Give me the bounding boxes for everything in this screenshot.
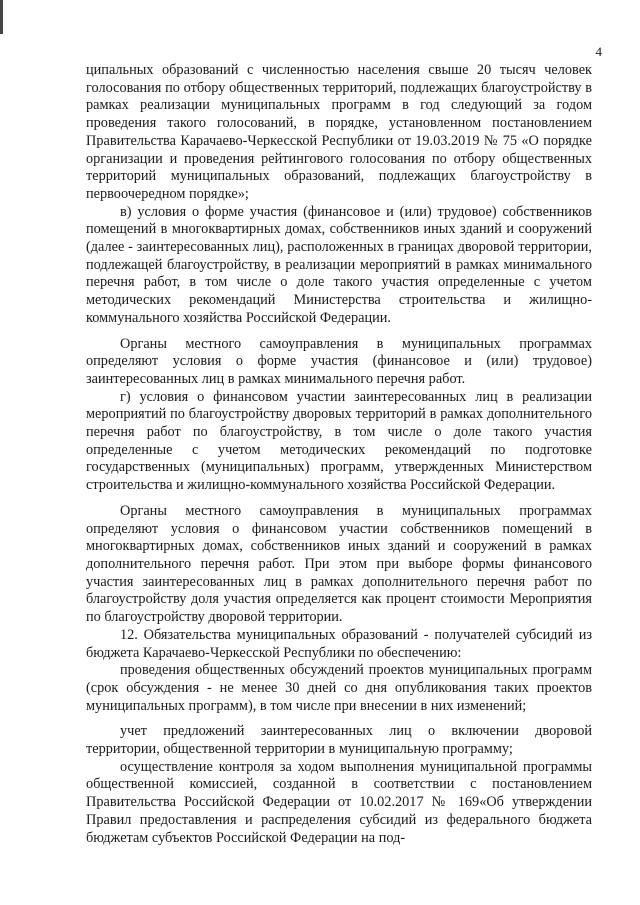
- paragraph-local-authorities-1: Органы местного самоуправления в муниципальных программах определяют условия о форме участия (финансовое и (или) трудовое) заинтересованных лиц в рамках минимального перечня работ.: [86, 335, 592, 387]
- paragraph-condition-g: г) условия о финансовом участии заинтересованных лиц в реализации мероприятий по благоустройству дворовых территорий в рамках дополнительного перечня работ по благоустройству, в том числе о доле такого участия определенные с учетом методических рекомендаций по подготовке государственных (муниципальных) программ, утвержденных Министерством строительства и жилищно-коммунального хозяйства Российской Федерации.: [86, 388, 592, 494]
- paragraph-obligations-12: 12. Обязательства муниципальных образований - получателей субсидий из бюджета Карачаево-Черкесской Республики по обеспечению:: [86, 626, 592, 661]
- document-body: [86, 62, 592, 847]
- paragraph-control: осуществление контроля за ходом выполнения муниципальной программы общественной комиссией, созданной в соответствии с постановлением Правительства Российской Федерации от 10.02.2017 № 169«Об утверждении Правил предоставления и распределения субсидий из федерального бюджета бюджетам субъектов Российской Федерации на под-: [86, 758, 592, 846]
- scan-edge-mark: [0, 0, 3, 34]
- paragraph-proposals: учет предложений заинтересованных лиц о включении дворовой территории, общественной территории в муниципальную программу;: [86, 723, 592, 758]
- paragraph-local-authorities-2: Органы местного самоуправления в муниципальных программах определяют условия о финансовом участии собственников помещений в многоквартирных домах, собственников иных зданий и сооружений в рамках дополнительного перечня работ. При этом при выборе формы финансового участия заинтересованных лиц в рамках дополнительного перечня работ по благоустройству доля участия определяется как процент стоимости Мероприятия по благоустройству дворовой территории.: [86, 502, 592, 626]
- paragraph-public-discussion: проведения общественных обсуждений проектов муниципальных программ (срок обсуждения - не менее 30 дней со дня опубликования таких проектов муниципальных программ), в том числе при внесении в них изменений;: [86, 662, 592, 714]
- paragraph-condition-v: в) условия о форме участия (финансовое и (или) трудовое) собственников помещений в многоквартирных домах, собственников иных зданий и сооружений (далее - заинтересованных лиц), расположенных в границах дворовой территории, подлежащей благоустройству, в реализации мероприятий в рамках минимального перечня работ, в том числе о доле такого участия определенные с учетом методических рекомендаций Министерства строительства и жилищно-коммунального хозяйства Российской Федерации.: [86, 203, 592, 326]
- page-number: 4: [595, 44, 602, 59]
- paragraph-continued: ципальных образований с численностью населения свыше 20 тысяч человек голосования по отбору общественных территорий, подлежащих благоустройству в рамках реализации муниципальных программ в год следующий за годом проведения такого голосований, в порядке, установленном постановлением Правительства Карачаево-Черкесской Республики от 19.03.2019 № 75 «О порядке организации и проведения рейтингового голосования по отбору общественных территорий муниципальных образований, подлежащих благоустройству в первоочередном порядке»;: [86, 62, 592, 202]
